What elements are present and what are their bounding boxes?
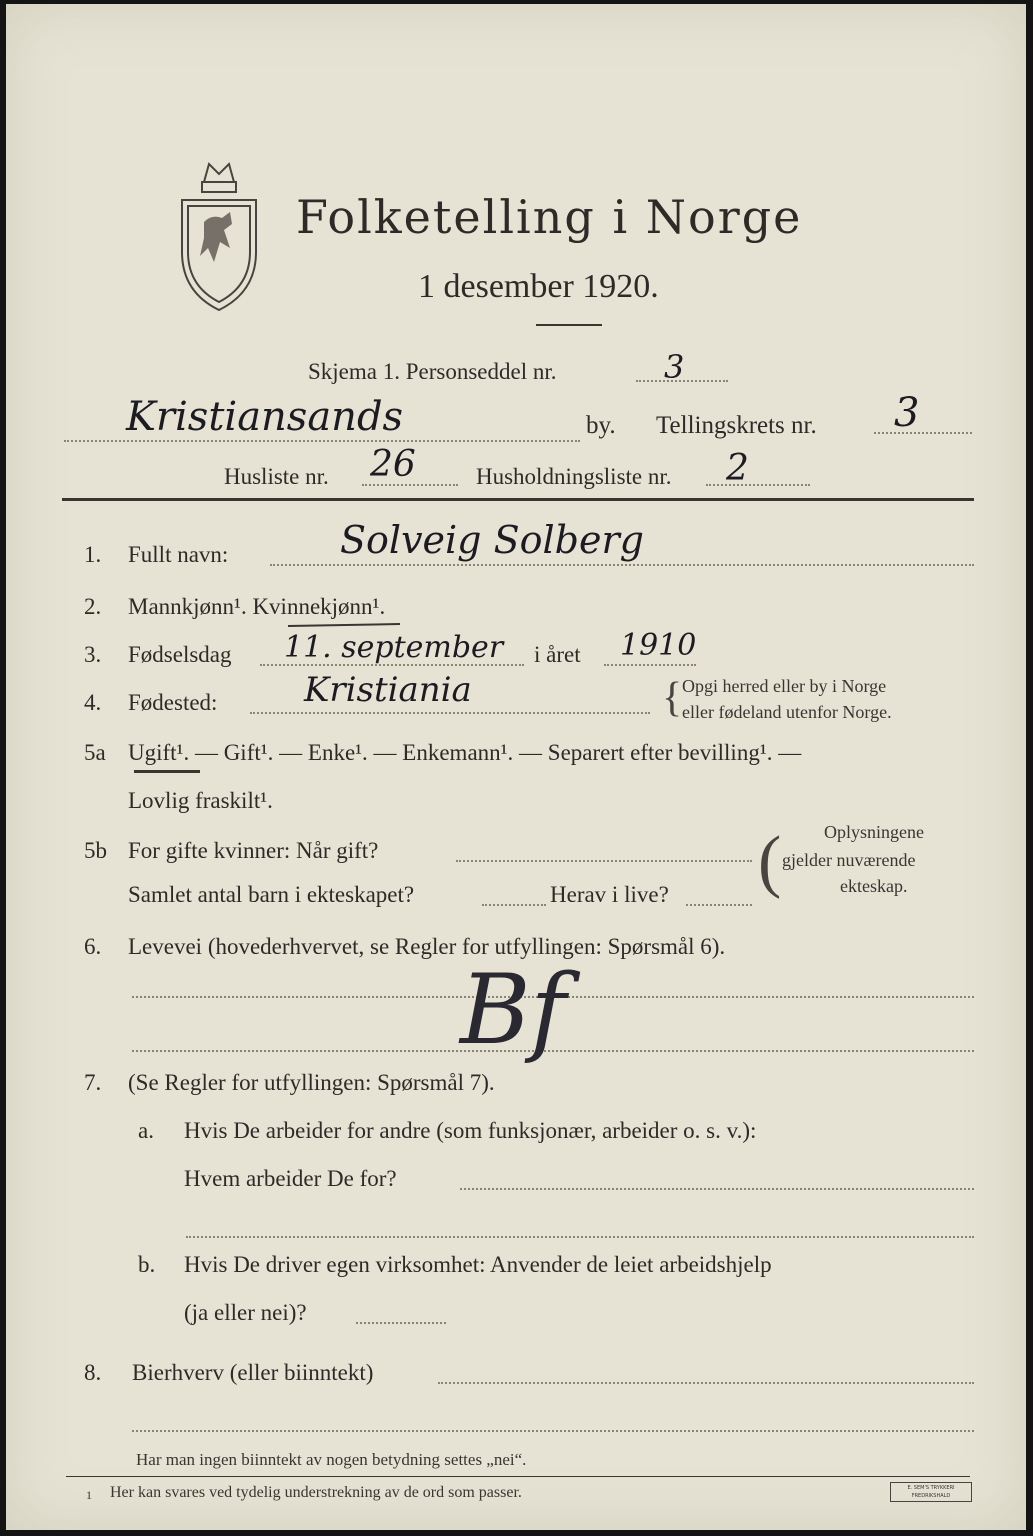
q7-number: 7. (84, 1070, 102, 1095)
q2-number: 2. (84, 594, 102, 619)
q7b-dotted-line (356, 1322, 446, 1324)
q7a-letter: a. (138, 1118, 154, 1143)
q5b-line2b: Herav i live? (550, 882, 669, 907)
printer-stamp-text: E. SEM'S TRYKKERI FREDRIKSHALD (907, 1485, 955, 1499)
q5b-line2a: Samlet antal barn i ekteskapet? (128, 882, 415, 907)
form-title: Folketelling i Norge (296, 190, 803, 244)
q8-number: 8. (84, 1360, 102, 1385)
q1-number: 1. (84, 542, 102, 567)
q5b-alive-dotted-line (686, 904, 752, 906)
q7a-dotted-line-1 (460, 1188, 974, 1190)
tellingskrets-dotted-line (874, 432, 972, 434)
kvinnekjonn-underline (288, 623, 400, 627)
q7a-line1: Hvis De arbeider for andre (som funksjonær, arbeider o. s. v.): (184, 1118, 757, 1143)
q2-label: Mannkjønn¹. Kvinnekjønn¹. (128, 594, 386, 619)
q5b-children-dotted-line (482, 904, 546, 906)
q6-occupation-value[interactable]: Bf (460, 954, 567, 1066)
q5b-married-dotted-line (456, 860, 752, 862)
q1-dotted-line (270, 564, 974, 566)
skjema-value[interactable]: 3 (664, 348, 685, 386)
q8-dotted-line-2 (132, 1430, 974, 1432)
footer-divider (66, 1476, 970, 1477)
q4-brace: { (662, 675, 683, 721)
q5b-note-line1: Oplysningene (824, 822, 924, 842)
q8-dotted-line-1 (438, 1382, 974, 1384)
census-form-page (6, 4, 1026, 1530)
q5a-line1: Ugift¹. — Gift¹. — Enke¹. — Enkemann¹. — Separert efter bevilling¹. — (128, 740, 802, 765)
q4-birthplace-value[interactable]: Kristiania (304, 670, 472, 710)
q7b-line2: (ja eller nei)? (184, 1300, 307, 1325)
city-value[interactable]: Kristiansands (126, 394, 404, 440)
q3-birthday-value[interactable]: 11. september (284, 630, 504, 665)
city-dotted-line (64, 440, 580, 442)
q4-number: 4. (84, 690, 102, 715)
q4-label: Fødested: (128, 690, 218, 715)
husholdning-value[interactable]: 2 (726, 448, 749, 489)
title-divider (536, 324, 602, 326)
ugift-underline (134, 770, 200, 773)
q3-number: 3. (84, 642, 102, 667)
q8-label: Bierhverv (eller biinntekt) (132, 1360, 374, 1385)
tellingskrets-value[interactable]: 3 (894, 390, 920, 436)
husholdning-label: Husholdningsliste nr. (476, 464, 672, 489)
by-label: by. (586, 412, 616, 439)
header-divider (62, 498, 974, 501)
q5b-brace: ( (758, 823, 782, 900)
q5a-number: 5a (84, 740, 106, 765)
census-date: 1 desember 1920. (418, 268, 659, 305)
q4-note-line2: eller fødeland utenfor Norge. (682, 702, 892, 722)
footnote-text: Her kan svares ved tydelig understrekning av de ord som passer. (110, 1484, 522, 1501)
q7b-line1: Hvis De driver egen virksomhet: Anvender de leiet arbeidshjelp (184, 1252, 772, 1277)
q6-number: 6. (84, 934, 102, 959)
q5b-note-line3: ekteskap. (840, 876, 908, 896)
q7b-letter: b. (138, 1252, 156, 1277)
q3-year-value[interactable]: 1910 (620, 628, 697, 663)
skjema-label: Skjema 1. Personseddel nr. (308, 359, 557, 384)
q7a-dotted-line-2 (186, 1236, 974, 1238)
husliste-label: Husliste nr. (224, 464, 329, 489)
husholdning-dotted-line (706, 484, 810, 486)
q5b-note-line2: gjelder nuværende (782, 850, 916, 870)
footnote-number: 1 (86, 1488, 92, 1502)
q5a-line2: Lovlig fraskilt¹. (128, 788, 273, 813)
q5b-number: 5b (84, 838, 107, 863)
q3-year-dotted-line (604, 664, 696, 666)
q3-year-label: i året (534, 642, 581, 667)
q3-label: Fødselsdag (128, 642, 232, 667)
coat-of-arms-icon (174, 152, 264, 312)
q1-label: Fullt navn: (128, 542, 229, 567)
q5b-line1: For gifte kvinner: Når gift? (128, 838, 379, 863)
q7a-line2: Hvem arbeider De for? (184, 1166, 397, 1191)
printer-stamp (890, 1482, 972, 1502)
q6-label: Levevei (hovederhvervet, se Regler for utfyllingen: Spørsmål 6). (128, 934, 726, 959)
q4-dotted-line (250, 712, 650, 714)
q7-label: (Se Regler for utfyllingen: Spørsmål 7). (128, 1070, 495, 1095)
husliste-value[interactable]: 26 (370, 444, 416, 485)
tellingskrets-label: Tellingskrets nr. (656, 412, 817, 439)
q1-full-name-value[interactable]: Solveig Solberg (340, 518, 644, 562)
q4-note-line1: Opgi herred eller by i Norge (682, 676, 887, 696)
footer-note: Har man ingen biinntekt av nogen betydning settes „nei“. (136, 1450, 527, 1469)
